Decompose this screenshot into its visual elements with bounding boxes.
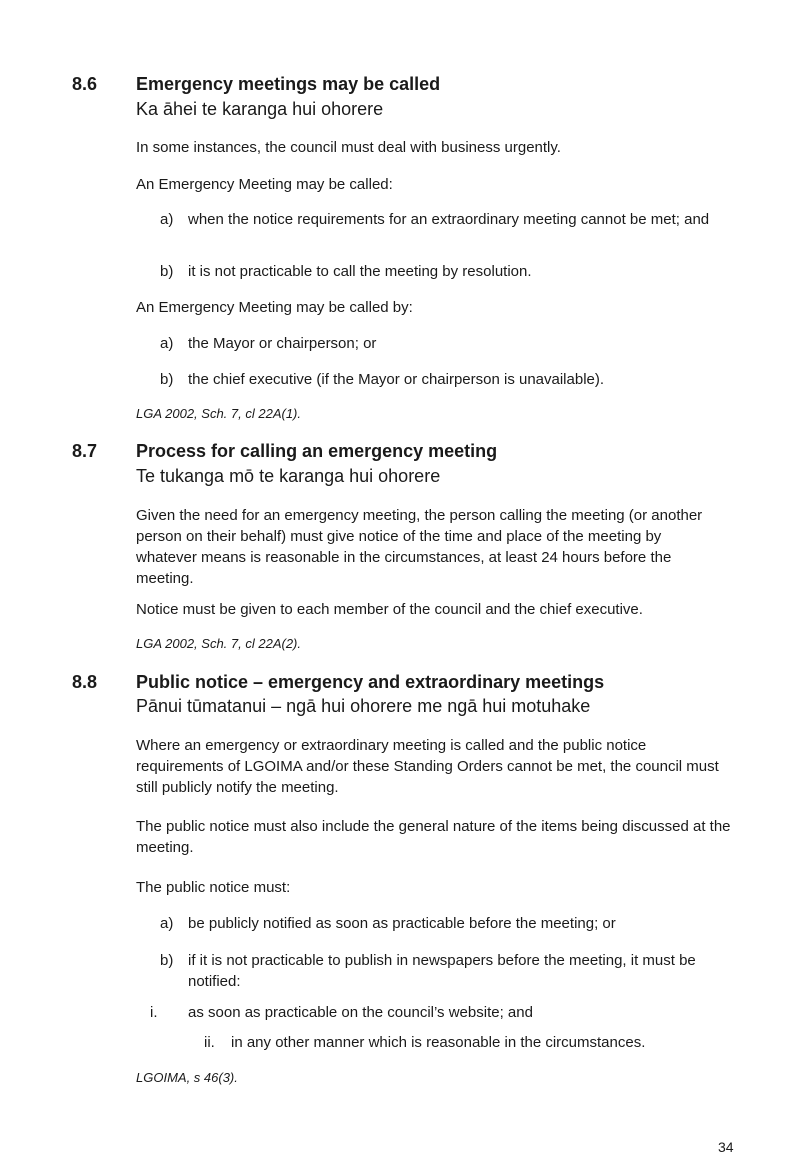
list-item: [160, 333, 740, 354]
section-subtitle: Ka āhei te karanga hui ohorere: [136, 99, 384, 119]
list-marker: a): [160, 915, 174, 932]
list-marker: ii.: [204, 1034, 215, 1051]
citation: LGA 2002, Sch. 7, cl 22A(2).: [136, 636, 301, 651]
section-title: Process for calling an emergency meeting: [136, 441, 498, 461]
list-text: as soon as practicable on the council’s website; and: [188, 1004, 533, 1021]
list-item: [160, 369, 740, 390]
list-text: it is not practicable to call the meeting by resolution.: [188, 263, 532, 280]
page-number: 34: [718, 1139, 734, 1155]
list-item: [204, 1032, 744, 1053]
list-text: be publicly notified as soon as practicable before the meeting; or: [188, 915, 616, 932]
list-item: [160, 913, 740, 934]
paragraph: Notice must be given to each member of the council and the chief executive.: [136, 601, 643, 618]
section-number: 8.6: [72, 74, 98, 94]
list-text: in any other manner which is reasonable in the circumstances.: [231, 1034, 646, 1051]
list-text: the Mayor or chairperson; or: [188, 335, 377, 352]
paragraph: An Emergency Meeting may be called by:: [136, 299, 413, 316]
paragraph: The public notice must:: [136, 879, 291, 896]
citation: LGA 2002, Sch. 7, cl 22A(1).: [136, 406, 301, 421]
list-marker: a): [160, 211, 174, 228]
list-text: when the notice requirements for an extraordinary meeting cannot be met; and: [188, 211, 710, 228]
list-marker: b): [160, 952, 174, 969]
section-number: 8.7: [72, 441, 98, 461]
paragraph: Given the need for an emergency meeting, the person calling the meeting (or another person on their behalf) must give notice of the time and place of the meeting by whatever means is reasonable in the circumstances, at least 24 hours before the meeting.: [136, 507, 703, 587]
section-title: Emergency meetings may be called: [136, 74, 441, 94]
list-marker: a): [160, 335, 174, 352]
list-marker: b): [160, 263, 174, 280]
section-title: Public notice – emergency and extraordinary meetings: [136, 672, 605, 692]
list-item: [160, 209, 740, 230]
paragraph: The public notice must also include the general nature of the items being discussed at the meeting.: [136, 818, 731, 856]
list-text: if it is not practicable to publish in newspapers before the meeting, it must be notified:: [188, 952, 696, 990]
paragraph: An Emergency Meeting may be called:: [136, 176, 393, 193]
paragraph: In some instances, the council must deal with business urgently.: [136, 139, 561, 156]
paragraph: Where an emergency or extraordinary meeting is called and the public notice requirements of LGOIMA and/or these Standing Orders cannot be met, the council must still publicly notify the meeting.: [136, 737, 719, 796]
section-subtitle: Pānui tūmatanui – ngā hui ohorere me ngā hui motuhake: [136, 696, 591, 716]
citation: LGOIMA, s 46(3).: [136, 1070, 238, 1085]
list-marker: i.: [150, 1004, 158, 1021]
section-number: 8.8: [72, 672, 98, 692]
list-item: [150, 1002, 740, 1023]
list-text: the chief executive (if the Mayor or chairperson is unavailable).: [188, 371, 605, 388]
list-item: [160, 261, 740, 282]
section-subtitle: Te tukanga mō te karanga hui ohorere: [136, 466, 441, 486]
list-item: [160, 950, 740, 992]
list-marker: b): [160, 371, 174, 388]
